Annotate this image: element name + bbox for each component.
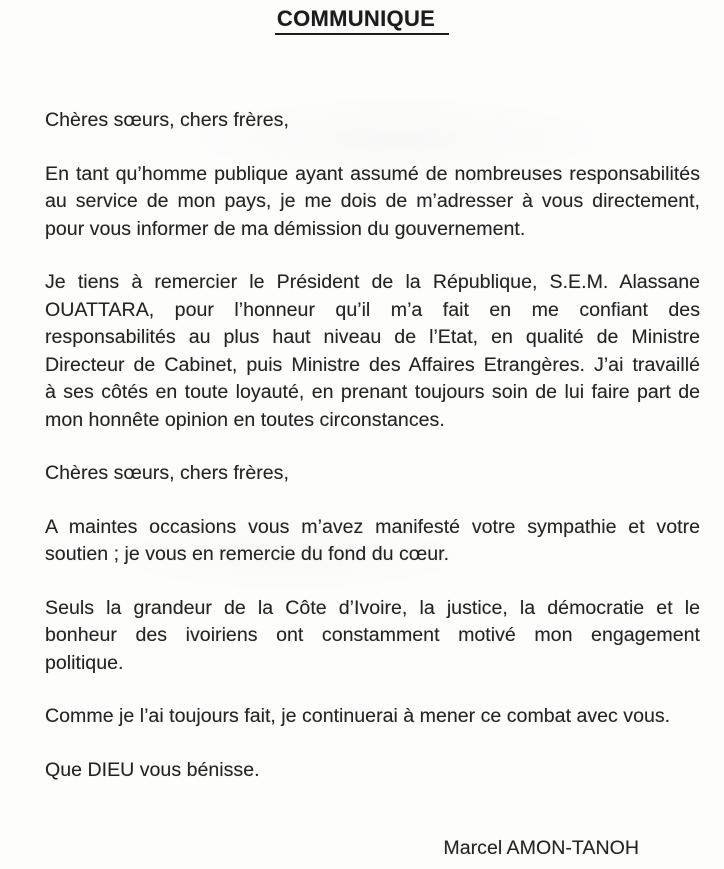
text-line: Que DIEU vous bénisse. xyxy=(45,758,260,781)
text-line: soutien ; je vous en remercie du fond du cœur. xyxy=(45,543,450,565)
paragraph-salutation-2 xyxy=(45,460,700,488)
paragraph-resignation-announcement xyxy=(45,161,700,244)
paragraph-thanks-supporters xyxy=(45,514,700,569)
text-line: Je tiens à remercier le Président de la République, S.E.M. Alassane xyxy=(45,271,700,293)
document-header xyxy=(0,0,724,35)
text-line: OUATTARA, pour l’honneur qu’il m’a fait en me confiant des xyxy=(45,298,700,321)
text-line: A maintes occasions vous m’avez manifesté votre sympathie et votre xyxy=(45,515,700,538)
text-line: Comme je l’ai toujours fait, je continuerai à mener ce combat avec vous. xyxy=(45,705,671,727)
text-line: au service de mon pays, je me dois de m’adresser à vous directement, xyxy=(45,190,700,212)
paragraph-salutation-1 xyxy=(45,107,700,135)
text-line: Directeur de Cabinet, puis Ministre des Affaires Etrangères. J’ai travaillé xyxy=(45,353,700,376)
paragraph-motivation xyxy=(45,595,700,678)
text-line: pour vous informer de ma démission du gouvernement. xyxy=(45,217,526,240)
signature: Marcel AMON-TANOH xyxy=(443,837,639,859)
text-line: politique. xyxy=(45,651,124,674)
text-line: responsabilités au plus haut niveau de l’Etat, en qualité de Ministre xyxy=(45,326,700,348)
document-title: COMMUNIQUE xyxy=(275,6,449,35)
paragraph-continue-combat xyxy=(45,703,700,731)
text-line: mon honnête opinion en toutes circonstances. xyxy=(45,408,445,431)
paragraph-blessing xyxy=(45,757,700,785)
text-line: Chères sœurs, chers frères, xyxy=(45,462,289,484)
text-line: Seuls la grandeur de la Côte d’Ivoire, la justice, la démocratie et le xyxy=(45,596,700,619)
document-body xyxy=(0,107,724,863)
text-line: bonheur des ivoiriens ont constamment motivé mon engagement xyxy=(45,624,700,646)
paragraph-thanks-president xyxy=(45,269,700,434)
text-line: En tant qu’homme publique ayant assumé de nombreuses responsabilités xyxy=(45,162,700,185)
text-line: Chères sœurs, chers frères, xyxy=(45,109,289,131)
text-line: à ses côtés en toute loyauté, en prenant toujours soin de lui faire part de xyxy=(45,381,700,403)
